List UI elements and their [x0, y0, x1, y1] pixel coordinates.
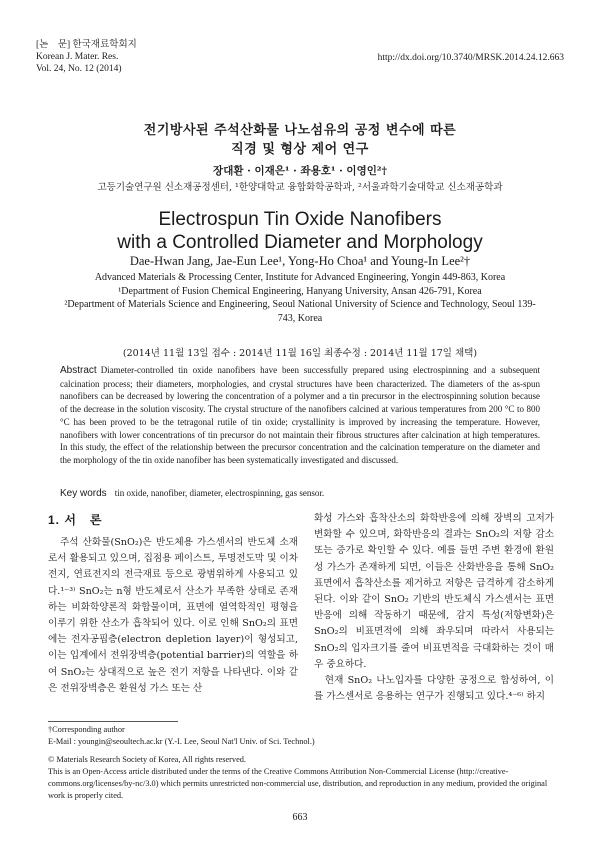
footnote-email: E-Mail : youngin@seoultech.ac.kr (Y.-I. Lee, Seoul Nat'l Univ. of Sci. Technol.) — [48, 737, 315, 746]
body-text-left-column: 주석 산화물(SnO₂)은 반도체용 가스센서의 반도체 소재로서 활용되고 있으며, 집점용 페이스트, 투명전도막 및 이차전지, 연료전지의 전극재료 등으로 광범위하게 사용되고 있다.¹⁻³⁾ SnO₂는 n형 반도체로서 산소가 부족한 상태로 존재하는 비화학양론적 화합물이며, 표면에 열역학적인 평형을 이루기 위한 산소가 흡착되어 있다. 이로 인해 SnO₂의 표면에는 전자공핍층(electron depletion layer)이 형성되고, 이는 입계에서 전위장벽층(potential barrier)의 역할을 하여 SnO₂는 상대적으로 높은 전기 저항을 나타낸다. 이와 같은 전위장벽층은 환원성 가스 또는 산 — [48, 537, 298, 694]
journal-header — [36, 39, 137, 75]
korean-title-line1: 전기방사된 주석산화물 나노섬유의 공정 변수에 따른 — [143, 123, 457, 138]
korean-title-line2: 직경 및 형상 제어 연구 — [231, 142, 369, 157]
affiliation-3: ²Department of Materials Science and Engineering, Seoul National University of Science and Technology, Seoul 139-743, Korea — [64, 299, 536, 324]
footnote-copyright: © Materials Research Society of Korea, All rights reserved. — [48, 755, 246, 764]
abstract-label: Abstract — [60, 365, 97, 376]
english-affiliations — [60, 271, 540, 325]
abstract-text: Diameter-controlled tin oxide nanofibers have been successfully prepared using electrospinning and a subsequent calcination process; their diameters, morphologies, and crystal structures have been characterized. The diameters of the as-spun nanofibers can be decreased by lowering the concentration of a polymer and a tin precursor in the electrospinning solution because of the decrease in the solution viscosity. The crystal structure of the nanofibers calcined at various temperatures from 200 °C to 800 °C has been proved to be the tetragonal rutile of tin oxide; crystallinity is improved by increasing the temperature. However, nanofibers with lower concentrations of tin precursor do not maintain their fibrous structures after calcination at high temperatures. In this study, the effect of the relationship between the precursor concentration and the calcination temperature on the diameter and the morphology of the tin oxide nanofiber has been systematically investigated and discussed. — [60, 365, 540, 465]
footnote-license: This is an Open-Access article distributed under the terms of the Creative Commons Attribution Non-Commercial License (http://creative-commons.org/licenses/by-nc/3.0) which permits unrestricted non-commercial use, distribution, and reproduction in any medium, provided the original work is properly cited. — [48, 767, 548, 800]
affiliation-1: Advanced Materials & Processing Center, Institute for Advanced Engineering, Yongin 449-863, Korea — [94, 272, 506, 283]
korean-authors: 장대환 · 이재은¹ · 좌용호¹ · 이영인²† — [213, 165, 387, 177]
korean-affiliations: 고등기술연구원 신소재공정센터, ¹한양대학교 융합화학공학과, ²서울과학기술대학교 신소재공학과 — [97, 182, 503, 193]
keywords — [60, 488, 540, 499]
english-title-line2: with a Controlled Diameter and Morphology — [117, 232, 483, 253]
page-number: 663 — [292, 812, 308, 823]
received-dates: (2014년 11월 13일 접수 : 2014년 11월 16일 최종수정 : 2014년 11월 17일 채택) — [122, 348, 478, 359]
journal-name-kr: [논 문] 한국재료학회지 — [36, 40, 137, 50]
footnote-corresponding-author: †Corresponding author — [48, 725, 125, 734]
english-title-line1: Electrospun Tin Oxide Nanofibers — [158, 209, 442, 230]
section-title-introduction: 1. 서 론 — [48, 513, 103, 527]
korean-title — [0, 121, 600, 159]
doi-link[interactable]: http://dx.doi.org/10.3740/MRSK.2014.24.12.663 — [377, 53, 564, 63]
journal-volume: Vol. 24, No. 12 (2014) — [36, 64, 122, 74]
keywords-text: tin oxide, nanofiber, diameter, electrospinning, gas sensor. — [114, 488, 325, 498]
english-authors: Dae-Hwan Jang, Jae-Eun Lee¹, Yong-Ho Choa¹ and Young-In Lee²† — [129, 254, 471, 268]
body-text-right-column: 화성 가스와 흡착산소의 화학반응에 의해 장벽의 고저가 변화할 수 있으며, 화학반응의 결과는 SnO₂의 저항 감소 또는 증가로 확인할 수 있다. 예를 들면 주변 환경에 환원성 가스가 존재하게 되면, 이들은 산화반응을 통해 SnO₂ 표면에서 흡착산소를 제거하고 저항은 급격하게 감소하게 된다. 이와 같이 SnO₂ 기반의 반도체식 가스센서는 표면 반응에 의해 작동하기 때문에, 감지 특성(저항변화)은 SnO₂의 비표면적에 의해 좌우되며 따라서 사용되는 SnO₂의 입자크기를 줄여 비표면적을 극대화하는 것이 매우 중요하다. 현재 SnO₂ 나노입자를 다양한 공정으로 합성하여, 이를 가스센서로 응용하는 연구가 진행되고 있다.⁴⁻⁶⁾ 하지 — [314, 513, 554, 703]
affiliation-2: ¹Department of Fusion Chemical Engineering, Hanyang University, Ansan 426-791, Korea — [118, 285, 482, 297]
footnote-divider — [48, 721, 178, 722]
keywords-label: Key words — [60, 488, 107, 499]
abstract — [60, 364, 540, 467]
english-title — [0, 208, 600, 254]
journal-name-en: Korean J. Mater. Res. — [36, 52, 119, 62]
